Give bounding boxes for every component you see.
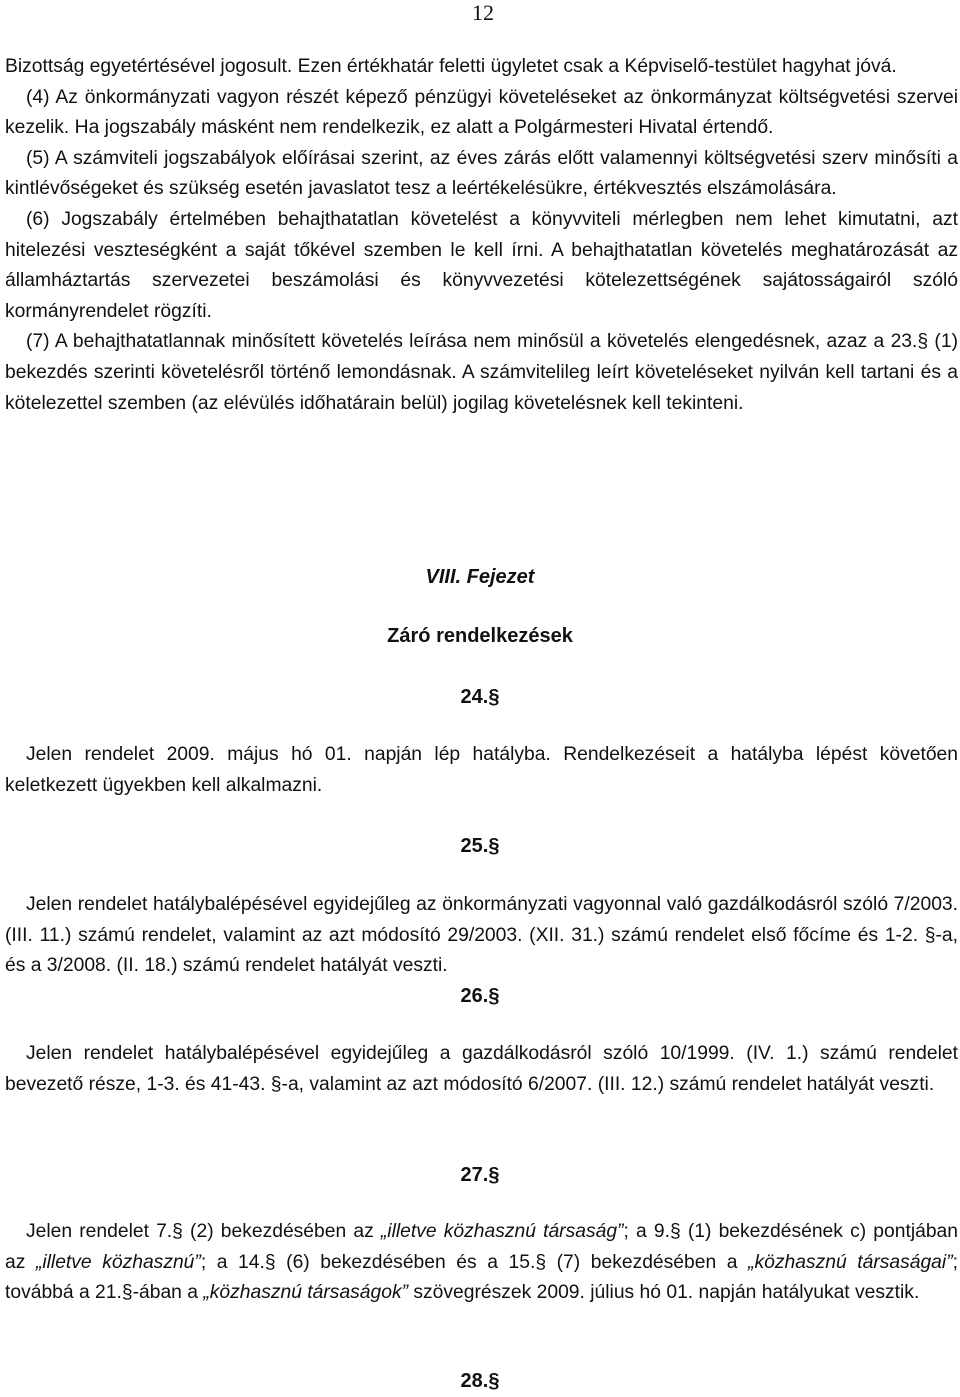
section-27-text: Jelen rendelet 7.§ (2) bekezdésében az „illetve közhasznú társaság”; a 9.§ (1) bekezdésének c) pontjában az „illetve közhasznú”; a 14.§ (6) bekezdésében és a 15.§ (7) bekezdésében a „közhasznú társaságai”; továbbá a 21.§-ában a „közhasznú társaságok” szövegrészek 2009. július hó 01. napján hatályukat vesztik. bbox=[5, 1221, 958, 1304]
page-number: 12 bbox=[472, 0, 494, 25]
section-25-text: Jelen rendelet hatálybalépésével egyidejűleg az önkormányzati vagyonnal való gazdálkodásról szóló 7/2003. (III. 11.) számú rendelet, valamint az azt módosító 29/2003. (XII. 31.) számú rendelet első főcíme és 1-2. §-a, és a 3/2008. (II. 18.) számú rendelet hatályát veszti. bbox=[5, 894, 958, 977]
section-28-heading: 28.§ bbox=[460, 1370, 500, 1392]
chapter-number: VIII. Fejezet bbox=[425, 566, 535, 588]
section-26-heading: 26.§ bbox=[460, 985, 500, 1007]
paragraph-continuation: Bizottság egyetértésével jogosult. Ezen értékhatár feletti ügyletet csak a Képviselő-testület hagyhat jóvá. bbox=[5, 56, 897, 77]
quote-4: „közhasznú társaságok” bbox=[203, 1282, 409, 1304]
paragraph-5: (5) A számviteli jogszabályok előírásai szerint, az éves zárás előtt valamennyi költségvetési szerv minősíti a kintlévőségeket és szükség esetén javaslatot tesz a leértékelésükre, értékvesztés elszámolására. bbox=[5, 147, 958, 200]
paragraph-4: (4) Az önkormányzati vagyon részét képező pénzügyi követeléseket az önkormányzat költségvetési szervei kezelik. Ha jogszabály másként nem rendelkezik, ez alatt a Polgármesteri Hivatal értendő. bbox=[5, 86, 958, 139]
section-25-heading: 25.§ bbox=[460, 835, 500, 857]
paragraph-7: (7) A behajthatatlannak minősített követelés leírása nem minősül a követelés elengedésnek, azaz a 23.§ (1) bekezdés szerinti követelésről történő lemondásnak. A számvitelileg leírt követeléseket nyilván kell tartani és a kötelezettel szemben (az elévülés időhatárain belül) jogilag követelésnek kell tekinteni. bbox=[5, 331, 958, 414]
text-block-top bbox=[5, 52, 958, 419]
section-24-text: Jelen rendelet 2009. május hó 01. napján lép hatályba. Rendelkezéseit a hatályba lépést követően keletkezett ügyekben kell alkalmazni. bbox=[5, 744, 958, 796]
paragraph-6: (6) Jogszabály értelmében behajthatatlan követelést a könyvviteli mérlegben nem lehet kimutatni, azt hitelezési veszteségként a saját tőkével szemben le kell írni. A behajthatatlan követelés meghatározását az államháztartás szervezetei beszámolási és könyvvezetési kötelezettségének sajátosságairól szóló kormányrendelet rögzíti. bbox=[5, 208, 958, 322]
quote-1: „illetve közhasznú társaság” bbox=[380, 1221, 624, 1242]
chapter-title: Záró rendelkezések bbox=[387, 625, 573, 647]
section-24-heading: 24.§ bbox=[460, 686, 500, 708]
section-27-heading: 27.§ bbox=[460, 1164, 500, 1186]
quote-3: „közhasznú társaságai” bbox=[748, 1251, 953, 1273]
quote-2: „illetve közhasznú” bbox=[35, 1251, 201, 1273]
section-26-text: Jelen rendelet hatálybalépésével egyidejűleg a gazdálkodásról szóló 10/1999. (IV. 1.) számú rendelet bevezető része, 1-3. és 41-43. §-a, valamint az azt módosító 6/2007. (III. 12.) számú rendelet hatályát veszti. bbox=[5, 1043, 958, 1095]
